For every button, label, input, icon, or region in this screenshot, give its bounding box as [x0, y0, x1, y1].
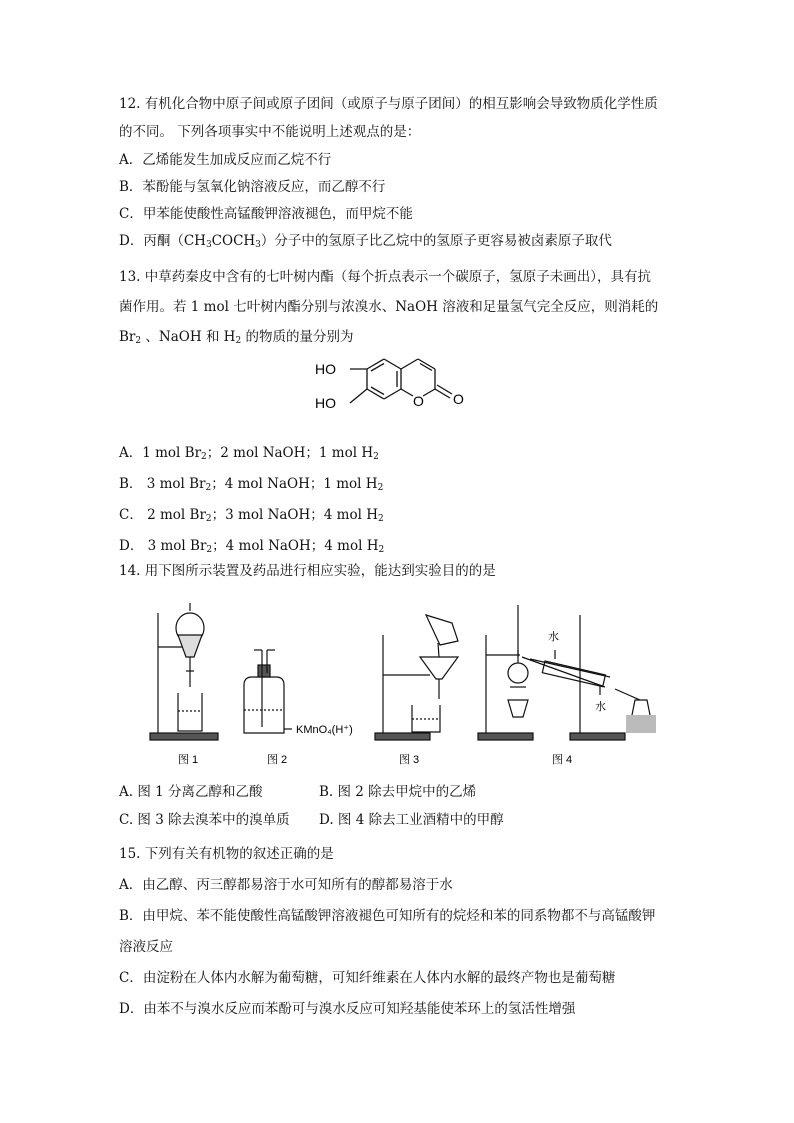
figure-2-gas-washing-bottle: [244, 650, 292, 733]
q13-text: Br: [119, 329, 136, 345]
q14-option-a: A. 图 1 分离乙醇和乙酸: [119, 784, 263, 800]
figure-3-caption: 图 3: [399, 754, 420, 766]
q13-a-text: ；2 mol NaOH；1 mol H: [206, 445, 374, 461]
q12-d-text: COCH: [211, 233, 256, 249]
q13-option-b: [119, 475, 383, 497]
q13-sub: 2: [377, 483, 384, 493]
q13-sub: 2: [377, 514, 384, 524]
q13-sub: 2: [135, 336, 142, 346]
hydroxyl-label: HO: [315, 395, 336, 411]
q12-d-text: ）分子中的氢原子比乙烷中的氢原子更容易被卤素原子取代: [260, 233, 612, 249]
q13-sub: 2: [205, 514, 212, 524]
q14-option-c: C. 图 3 除去溴苯中的溴单质: [119, 812, 290, 828]
water-in-label: 水: [548, 631, 559, 643]
hydroxyl-label: HO: [315, 361, 336, 377]
q14-option-d: D. 图 4 除去工业酒精中的甲醇: [319, 812, 504, 828]
figure-1-caption: 图 1: [178, 754, 199, 766]
q15-option-b-line2: 溶液反应: [119, 939, 173, 955]
q13-option-d: [119, 537, 384, 559]
q15-option-a: A．由乙醇、丙三醇都易溶于水可知所有的醇都易溶于水: [119, 877, 453, 893]
q13-stem-line3: [119, 328, 354, 350]
q14-stem: 14. 用下图所示装置及药品进行相应实验，能达到实验目的的是: [119, 563, 496, 579]
q12-d-sub: 3: [205, 240, 212, 250]
q15-stem: 15. 下列有关有机物的叙述正确的是: [119, 846, 334, 862]
q13-stem-line2: 菌作用。若 1 mol 七叶树内酯分别与浓溴水、NaOH 溶液和足量氢气完全反应，则消耗的: [119, 299, 659, 315]
q13-sub: 2: [205, 483, 212, 493]
q12-option-c: C．甲苯能使酸性高锰酸钾溶液褪色，而甲烷不能: [119, 206, 413, 222]
apparatus-figures: [140, 595, 700, 770]
water-out-label: 水: [595, 701, 606, 713]
q13-a-text: A．1 mol Br: [119, 445, 202, 461]
q13-d-text: D． 3 mol Br: [119, 538, 207, 554]
q13-b-text: B． 3 mol Br: [119, 476, 206, 492]
q12-option-a: A．乙烯能发生加成反应而乙烷不行: [119, 152, 332, 168]
q13-option-c: [119, 506, 384, 528]
q12-d-text: D．丙酮（CH: [119, 233, 206, 249]
q13-c-text: C． 2 mol Br: [119, 507, 206, 523]
q15-option-b-line1: B．由甲烷、苯不能使酸性高锰酸钾溶液褪色可知所有的烷烃和苯的同系物都不与高锰酸钾: [119, 908, 656, 924]
figure-3-filtration: [375, 615, 458, 740]
esculetin-structure: [312, 356, 482, 431]
q13-text: 、NaOH 和 H: [141, 329, 236, 345]
q12-option-d: [119, 232, 612, 254]
q13-sub: 2: [378, 545, 385, 555]
q14-option-b: B. 图 2 除去甲烷中的乙烯: [319, 784, 477, 800]
q12-stem-line2: 的不同。 下列各项事实中不能说明上述观点的是：: [119, 124, 421, 140]
figure-4-caption: 图 4: [552, 754, 573, 766]
q13-text: 的物质的量分别为: [241, 329, 354, 345]
q13-option-a: [119, 444, 379, 466]
q12-option-b: B．苯酚能与氢氧化钠溶液反应，而乙醇不行: [119, 179, 386, 195]
q15-option-c: C．由淀粉在人体内水解为葡萄糖，可知纤维素在人体内水解的最终产物也是葡萄糖: [119, 970, 616, 986]
q12-d-sub: 3: [255, 240, 261, 250]
q13-stem-line1: 13. 中草药秦皮中含有的七叶树内酯（每个折点表示一个碳原子，氢原子未画出），具有抗: [119, 269, 652, 285]
q13-c-text: ；3 mol NaOH；4 mol H: [211, 507, 378, 523]
carbonyl-oxygen-label: O: [453, 391, 464, 407]
q12-stem-line1: 12. 有机化合物中原子间或原子团间（或原子与原子团间）的相互影响会导致物质化学性质: [119, 96, 658, 112]
q13-sub: 2: [201, 452, 207, 462]
kmno4-label: KMnO₄(H⁺): [296, 724, 353, 736]
q13-b-text: ；4 mol NaOH；1 mol H: [211, 476, 378, 492]
q13-sub: 2: [235, 336, 242, 346]
q13-sub: 2: [373, 452, 379, 462]
figure-1-separatory-funnel: [150, 603, 218, 740]
ring-oxygen-label: O: [413, 393, 424, 409]
q13-d-text: ；4 mol NaOH；4 mol H: [212, 538, 379, 554]
figure-4-distillation: [478, 605, 656, 740]
q13-sub: 2: [206, 545, 213, 555]
q15-option-d: D．由苯不与溴水反应而苯酚可与溴水反应可知羟基能使苯环上的氢活性增强: [119, 1001, 576, 1017]
figure-2-caption: 图 2: [267, 754, 288, 766]
